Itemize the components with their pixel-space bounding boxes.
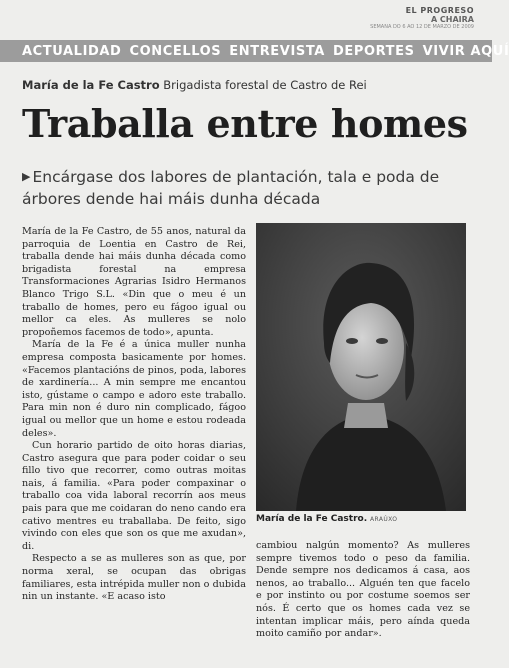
masthead: [364, 6, 474, 31]
body-column-left: [22, 226, 246, 604]
nav-item-concellos[interactable]: CONCELLOS: [129, 43, 222, 59]
triangle-bullet-icon: ▶: [22, 170, 31, 183]
subhead-text: Encárgase dos labores de plantación, tala e poda de árbores dende hai máis dunha década: [22, 168, 440, 208]
body-paragraph: Respecto a se as mulleres son as que, por norma xeral, se ocupan das obrigas familiares, esta intrépida muller non o dubida nin un instante. «E acaso isto: [22, 553, 246, 603]
nav-item-entrevista[interactable]: ENTREVISTA: [229, 43, 325, 59]
article-subhead: [22, 166, 472, 210]
body-paragraph: cambiou nalgún momento? As mulleres sempre tivemos todo o peso da familia. Dende sempre nos dedicamos á casa, aos nenos, ao traballo... Alguén ten que facelo e por instinto ou por costume soemos ser nós. É certo que os homes cada vez se intentan implicar máis, pero aínda queda moito camiño por andar».: [256, 540, 470, 640]
body-paragraph: María de la Fe Castro, de 55 anos, natural da parroquia de Loentia en Castro de Rei, traballa dende hai máis dunha década como brigadista forestal na empresa Transformaciones Agrarias Isidro Hermanos Blanco Trigo S.L. «Din que o meu é un traballo de homes, pero eu fágoo igual ou mellor ca eles. As mulleres se nolo propoñemos facemos de todo», apunta.: [22, 226, 246, 338]
byline-name: María de la Fe Castro: [22, 78, 160, 92]
portrait-photo: [256, 223, 466, 511]
nav-item-vivir-aqui[interactable]: VIVIR AQUÍ: [422, 43, 509, 59]
section-navbar: [0, 40, 509, 62]
byline-role: Brigadista forestal de Castro de Rei: [163, 78, 367, 92]
nav-item-actualidad[interactable]: ACTUALIDAD: [22, 43, 122, 59]
byline: [22, 78, 482, 92]
body-paragraph: Cun horario partido de oito horas diarias, Castro asegura que para poder coidar o seu fillo tivo que recorrer, como outras moitas nais, á familia. «Para poder compaxinar o traballo coa vida laboral recorrín aos meus pais para que me coidaran do neno cando era cativo mentres eu traballaba. De feito, sigo vivindo con eles que son os que me axudan», di.: [22, 440, 246, 552]
portrait-illustration: [256, 223, 466, 511]
body-paragraph: María de la Fe é a única muller nunha empresa composta basicamente por homes. «Facemos plantacións de pinos, poda, labores de xardinería... A min sempre me encantou isto, gústame o campo e adoro este traballo. Para min non é duro nin complicado, fágoo igual ou mellor que un home e estou rodeada deles».: [22, 339, 246, 439]
photo-caption: [256, 514, 470, 524]
issue-date: SEMANA DO 6 AO 12 DE MARZO DE 2009: [370, 24, 474, 30]
body-column-right: [256, 540, 470, 641]
article-headline: Traballa entre homes: [22, 101, 468, 146]
photo-credit: ARAÚXO: [370, 516, 398, 523]
publication-name: EL PROGRESO: [405, 6, 474, 15]
caption-name: María de la Fe Castro.: [256, 514, 368, 524]
nav-item-deportes[interactable]: DEPORTES: [332, 43, 415, 59]
section-name: A CHAIRA: [430, 15, 474, 24]
